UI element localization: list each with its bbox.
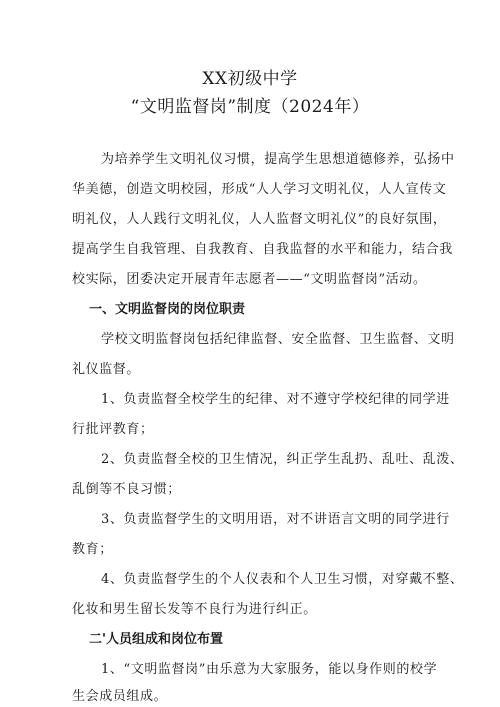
duty-item-1-line-1: 1、负责监督全校学生的纪律、对不遵守学校纪律的同学进 <box>101 392 450 407</box>
duty-item-2-line-1: 2、负责监督全校的卫生情况，纠正学生乱扔、乱吐、乱泼、 <box>101 452 464 467</box>
staffing-item-1-line-1: 1、“文明监督岗”由乐意为大家服务，能以身作则的校学 <box>101 662 438 677</box>
duty-item-1-line-2: 行批评教育； <box>72 422 154 437</box>
intro-line-2: 华美德，创造文明校园，形成“人人学习文明礼仪，人人宣传文 <box>72 182 447 197</box>
intro-line-4: 提高学生自我管理、自我教育、自我监督的水平和能力，结合我 <box>72 242 453 257</box>
staffing-item-1-line-2: 生会成员组成。 <box>72 689 168 704</box>
section-1-intro-line-2: 礼仪监督。 <box>72 362 141 377</box>
duty-item-3-line-1: 3、负责监督学生的文明用语，对不讲语言文明的同学进行 <box>101 512 450 527</box>
intro-line-5: 校实际，团委决定开展青年志愿者——“文明监督岗”活动。 <box>72 272 427 287</box>
section-1-intro-line-1: 学校文明监督岗包括纪律监督、安全监督、卫生监督、文明 <box>101 332 455 347</box>
document-title: “文明监督岗”制度（2024年） <box>130 97 370 117</box>
section-1-heading: 一、文明监督岗的岗位职责 <box>89 302 246 317</box>
duty-item-4-line-2: 化妆和男生留长发等不良行为进行纠正。 <box>72 602 317 617</box>
intro-line-3: 明礼仪，人人践行文明礼仪，人人监督文明礼仪”的良好氛围， <box>72 212 447 227</box>
school-name-title: XX初级中学 <box>202 69 298 89</box>
section-2-heading: 二'人员组成和岗位布置 <box>89 632 223 647</box>
duty-item-3-line-2: 教育； <box>72 542 113 557</box>
duty-item-2-line-2: 乱倒等不良习惯； <box>72 482 181 497</box>
duty-item-4-line-1: 4、负责监督学生的个人仪表和个人卫生习惯，对穿戴不整、 <box>101 572 464 587</box>
intro-line-1: 为培养学生文明礼仪习惯，提高学生思想道德修养，弘扬中 <box>101 152 455 167</box>
